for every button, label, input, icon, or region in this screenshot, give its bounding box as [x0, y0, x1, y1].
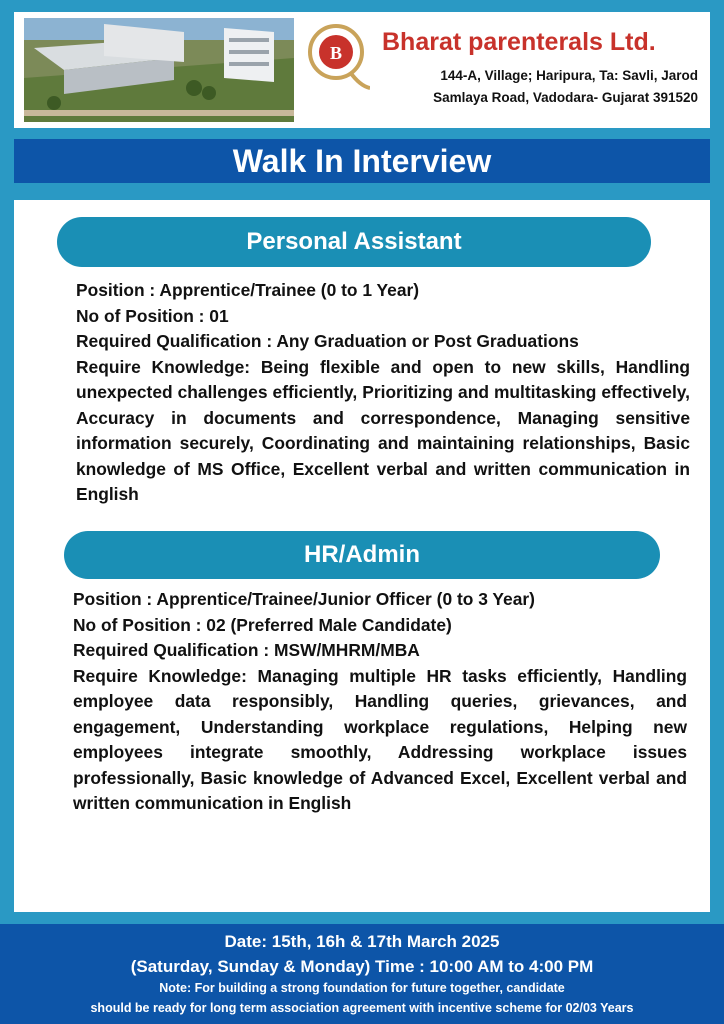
factory-photo	[24, 18, 294, 122]
section-hr-admin	[73, 587, 687, 817]
footer-note-line-1: Note: For building a strong foundation for future together, candidate	[159, 981, 565, 995]
company-name: Bharat parenterals Ltd.	[382, 28, 656, 56]
num-positions-text: No of Position : 01	[76, 305, 229, 326]
section-personal-assistant	[76, 278, 690, 508]
section-title-personal-assistant: Personal Assistant	[57, 217, 651, 267]
qualification-text: Required Qualification : Any Graduation or Post Graduations	[76, 331, 579, 351]
position-text: Position : Apprentice/Trainee/Junior Officer (0 to 3 Year)	[73, 589, 535, 609]
section-title-hr-admin: HR/Admin	[64, 531, 660, 579]
svg-text:B: B	[329, 43, 343, 63]
address-line-2: Samlaya Road, Vadodara- Gujarat 391520	[433, 90, 698, 105]
knowledge-text: Require Knowledge: Managing multiple HR tasks efficiently, Handling employee data responsibly, Handling queries, grievances, and engagement, Understanding workplace regulations, Helping new employees integrate smoothly, Addressing workplace issues professionally, Basic knowledge of Advanced Excel, Excellent verbal and written communication in English	[73, 665, 687, 813]
interview-date: Date: 15th, 16h & 17th March 2025	[224, 932, 500, 951]
address-line-1: 144-A, Village; Haripura, Ta: Savli, Jarod	[440, 68, 698, 83]
job-panel	[14, 200, 710, 912]
company-logo-icon	[306, 22, 370, 92]
page-title: Walk In Interview	[14, 139, 710, 183]
interview-days-time: (Saturday, Sunday & Monday) Time : 10:00 AM to 4:00 PM	[130, 957, 594, 976]
num-positions-text: No of Position : 02 (Preferred Male Candidate)	[73, 614, 452, 635]
footer	[0, 924, 724, 1024]
position-text: Position : Apprentice/Trainee (0 to 1 Year)	[76, 280, 420, 300]
qualification-text: Required Qualification : MSW/MHRM/MBA	[73, 640, 420, 660]
footer-note-line-2: should be ready for long term association agreement with incentive scheme for 02/03 Years	[90, 1001, 634, 1015]
header	[14, 12, 710, 128]
knowledge-text: Require Knowledge: Being flexible and open to new skills, Handling unexpected challenges efficiently, Prioritizing and multitasking effectively, Accuracy in documents and correspondence, Managing sensitive information securely, Coordinating and maintaining relationships, Basic knowledge of MS Office, Excellent verbal and written communication in English	[76, 356, 690, 504]
